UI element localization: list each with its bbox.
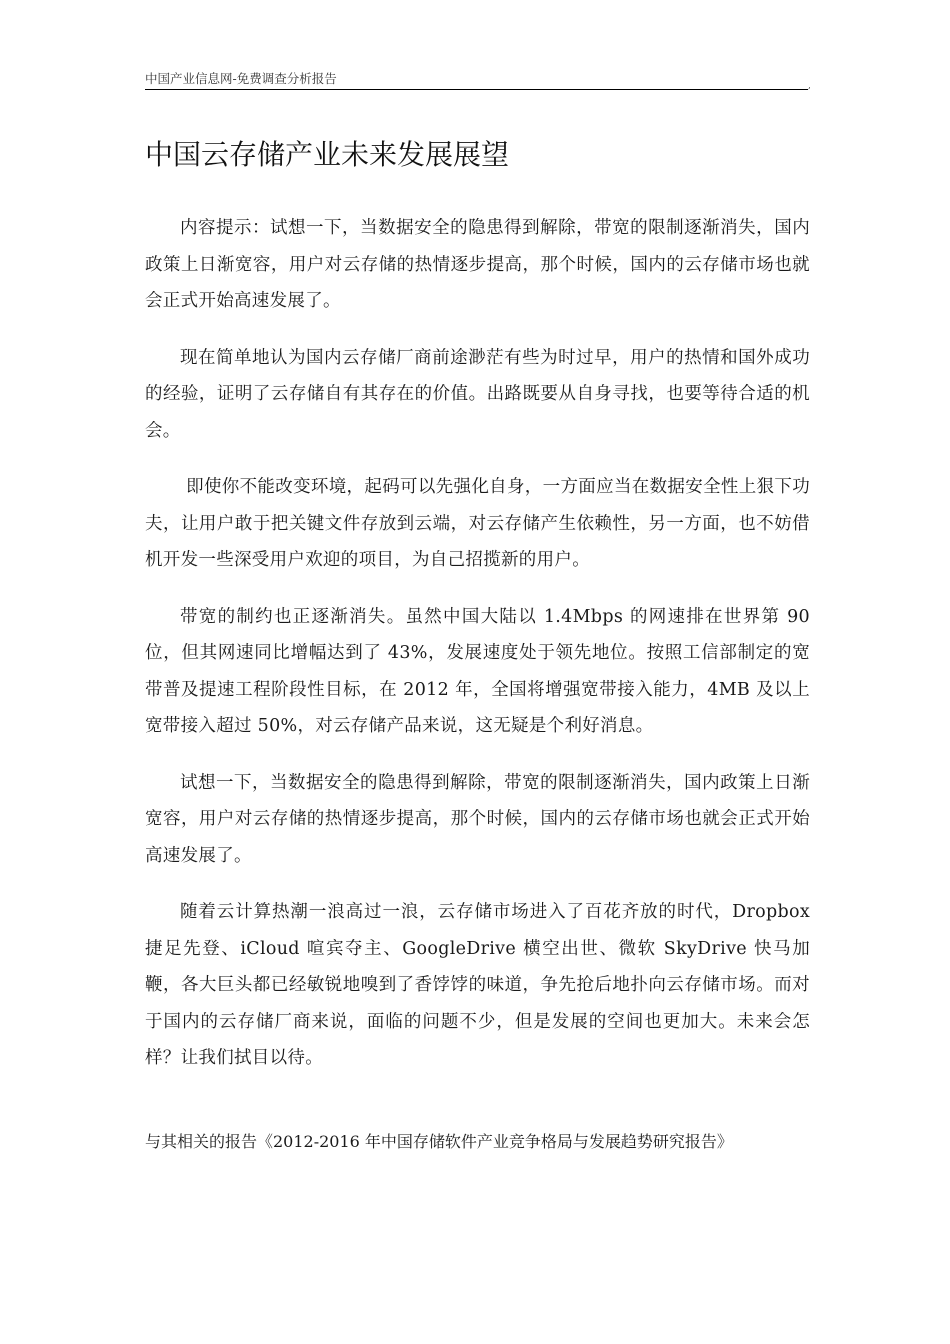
- related-report-line: 与其相关的报告《2012-2016 年中国存储软件产业竞争格局与发展趋势研究报告》: [145, 1132, 733, 1151]
- running-header: 中国产业信息网-免费调查分析报告: [145, 71, 337, 86]
- paragraph-outlook: 现在简单地认为国内云存储厂商前途渺茫有些为时过早，用户的热情和国外成功的经验，证明了云存储自有其存在的价值。出路既要从自身寻找，也要等待合适的机会。: [145, 347, 810, 441]
- paragraph-competition: 随着云计算热潮一浪高过一浪，云存储市场进入了百花齐放的时代，Dropbox 捷足先登、iCloud 喧宾夺主、GoogleDrive 横空出世、微软 SkyDrive 快马加鞭，各大巨头都已经敏锐地嗅到了香饽饽的味道，争先抢后地扑向云存储市场。而对于国内的云存储厂商来说，面临的问题不少，但是发展的空间也更加大。未来会怎样？让我们拭目以待。: [145, 902, 810, 1068]
- header-divider: [145, 89, 808, 90]
- paragraph-strengthen-self: 即使你不能改变环境，起码可以先强化自身，一方面应当在数据安全性上狠下功夫，让用户敢于把关键文件存放到云端，对云存储产生依赖性，另一方面，也不妨借机开发一些深受用户欢迎的项目，为自己招揽新的用户。: [145, 477, 810, 570]
- paragraph-bandwidth: 带宽的制约也正逐渐消失。虽然中国大陆以 1.4Mbps 的网速排在世界第 90 位，但其网速同比增幅达到了 43%，发展速度处于领先地位。按照工信部制定的宽带普及提速工程阶段性目标，在 2012 年，全国将增强宽带接入能力，4MB 及以上宽带接入超过 50%，对云存储产品来说，这无疑是个利好消息。: [145, 606, 810, 736]
- paragraph-future-market: 试想一下，当数据安全的隐患得到解除，带宽的限制逐渐消失，国内政策上日渐宽容，用户对云存储的热情逐步提高，那个时候，国内的云存储市场也就会正式开始高速发展了。: [145, 772, 810, 866]
- article-body: [145, 210, 810, 1097]
- document-title: 中国云存储产业未来发展展望: [145, 138, 510, 171]
- header-end-mark: ,: [808, 81, 811, 91]
- paragraph-summary: 内容提示：试想一下，当数据安全的隐患得到解除，带宽的限制逐渐消失，国内政策上日渐宽容，用户对云存储的热情逐步提高，那个时候，国内的云存储市场也就会正式开始高速发展了。: [145, 218, 810, 311]
